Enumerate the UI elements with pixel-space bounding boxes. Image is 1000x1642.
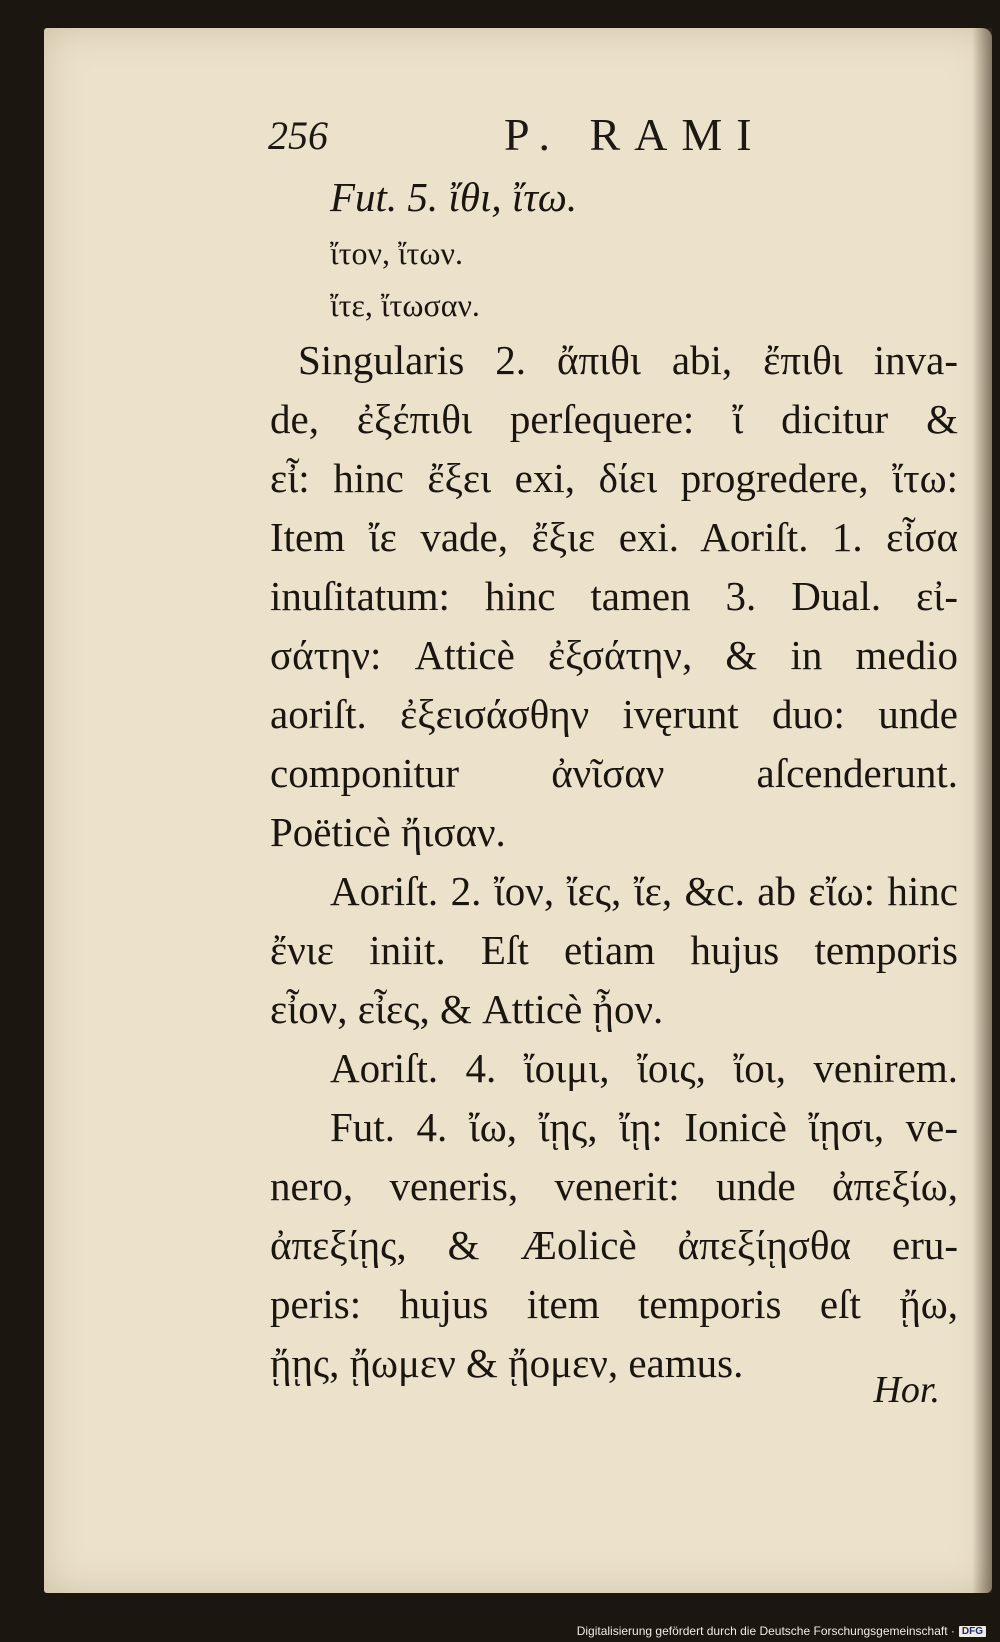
text-line: Singularis 2. ἄπιθι abi, ἔπιθι inva- — [298, 337, 958, 383]
page-text-block — [270, 168, 958, 1393]
text-line: εἶ: hinc ἔξει exi, δίει progredere, ἴτω: — [270, 455, 958, 501]
dfg-logo: DFG — [959, 1626, 986, 1637]
text-line: de, ἐξέπιθι perſequere: ἴ dicitur & — [270, 396, 958, 442]
text-line: Fut. 4. ἴω, ἴῃς, ἴῃ: Ionicè ἴῃσι, ve- — [330, 1104, 958, 1150]
text-line: ἴτε, ἴτωσαν. — [330, 287, 480, 323]
text-line: Aoriſt. 4. ἴοιμι, ἴοις, ἴοι, venirem. — [330, 1045, 958, 1091]
running-title: P. RAMI — [504, 109, 766, 160]
text-line: εἶον, εἶες, & Atticè ᾖον. — [270, 986, 664, 1032]
text-line: inuſitatum: hinc tamen 3. Dual. εἰ- — [270, 573, 958, 619]
funding-credit: Digitalisierung gefördert durch die Deutsche Forschungsgemeinschaft · — [576, 1624, 955, 1638]
text-line: σάτην: Atticè ἐξσάτην, & in medio — [270, 632, 958, 678]
text-line: Fut. 5. ἴθι, ἴτω. — [330, 174, 578, 220]
text-line: aoriſt. ἐξεισάσθην ivęrunt duo: unde — [270, 691, 958, 737]
text-line: Poëticè ἤισαν. — [270, 809, 506, 855]
text-line: ἀπεξίῃς, & Æolicè ἀπεξίῃσθα eru- — [270, 1222, 958, 1268]
text-line: Aoriſt. 2. ἴον, ἴες, ἴε, &c. ab εἴω: hinc — [330, 868, 958, 914]
digitization-footer — [577, 1624, 986, 1638]
page-edge-shadow — [972, 28, 992, 1593]
text-line: peris: hujus item temporis eſt ᾔω, — [270, 1281, 958, 1327]
text-line: nero, veneris, venerit: unde ἀπεξίω, — [270, 1163, 958, 1209]
page-number: 256 — [268, 113, 328, 158]
text-line: Item ἴε vade, ἔξιε exi. Aoriſt. 1. εἶσα — [270, 514, 958, 560]
text-line: ᾔῃς, ᾔωμεν & ᾔομεν, eamus. — [270, 1340, 744, 1386]
text-line: ἴτον, ἴτων. — [330, 235, 463, 271]
catchword: Hor. — [873, 1369, 940, 1411]
page-header — [44, 108, 992, 168]
text-line: componitur ἀνῖσαν aſcenderunt. — [270, 750, 958, 796]
text-line: ἔνιε iniit. Eſt etiam hujus temporis — [270, 927, 958, 973]
book-page — [44, 28, 992, 1593]
